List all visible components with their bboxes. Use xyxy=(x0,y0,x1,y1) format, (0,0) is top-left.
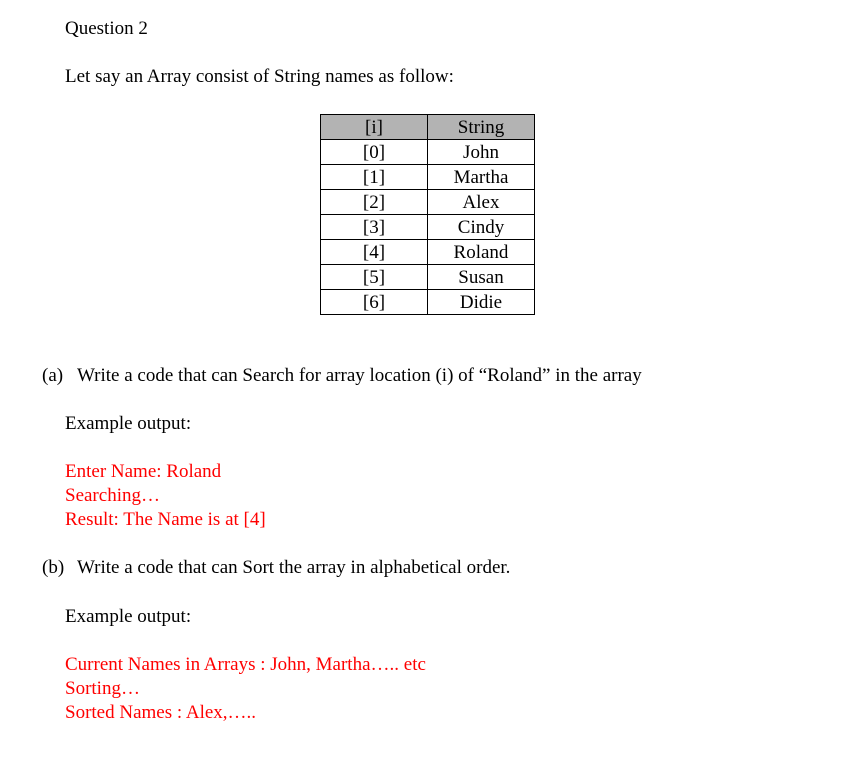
index-cell: [4] xyxy=(321,240,428,265)
index-cell: [6] xyxy=(321,290,428,315)
part-b-question: Write a code that can Sort the array in alphabetical order. xyxy=(77,557,511,578)
part-b-output-line: Sorting… xyxy=(65,678,140,699)
name-cell: Roland xyxy=(428,240,535,265)
table-row xyxy=(321,190,535,215)
part-a-output-line: Searching… xyxy=(65,485,160,506)
part-a-marker: (a) xyxy=(42,365,64,386)
part-b-marker: (b) xyxy=(42,557,65,578)
index-cell: [5] xyxy=(321,265,428,290)
table-row xyxy=(321,140,535,165)
index-cell: [1] xyxy=(321,165,428,190)
part-a-output-line: Result: The Name is at [4] xyxy=(65,509,266,530)
question-heading: Question 2 xyxy=(65,18,148,39)
part-b-output-line: Sorted Names : Alex,….. xyxy=(65,702,257,723)
name-cell: Alex xyxy=(428,190,535,215)
index-cell: [3] xyxy=(321,215,428,240)
name-cell: John xyxy=(428,140,535,165)
table-row xyxy=(321,240,535,265)
name-cell: Susan xyxy=(428,265,535,290)
table-row xyxy=(321,215,535,240)
intro-text: Let say an Array consist of String names as follow: xyxy=(65,66,454,87)
name-cell: Cindy xyxy=(428,215,535,240)
table-row xyxy=(321,265,535,290)
name-cell: Martha xyxy=(428,165,535,190)
part-b-output-line: Current Names in Arrays : John, Martha….. etc xyxy=(65,654,426,675)
part-a-output-line: Enter Name: Roland xyxy=(65,461,222,482)
index-cell: [2] xyxy=(321,190,428,215)
table-row xyxy=(321,165,535,190)
part-b-example-label: Example output: xyxy=(65,606,192,627)
table-row xyxy=(321,290,535,315)
column-header-index: [i] xyxy=(321,115,428,140)
name-cell: Didie xyxy=(428,290,535,315)
index-cell: [0] xyxy=(321,140,428,165)
part-a-question: Write a code that can Search for array location (i) of “Roland” in the array xyxy=(77,365,642,386)
column-header-string: String xyxy=(428,115,535,140)
array-table xyxy=(320,114,535,315)
part-a-example-label: Example output: xyxy=(65,413,192,434)
table-header-row xyxy=(321,115,535,140)
